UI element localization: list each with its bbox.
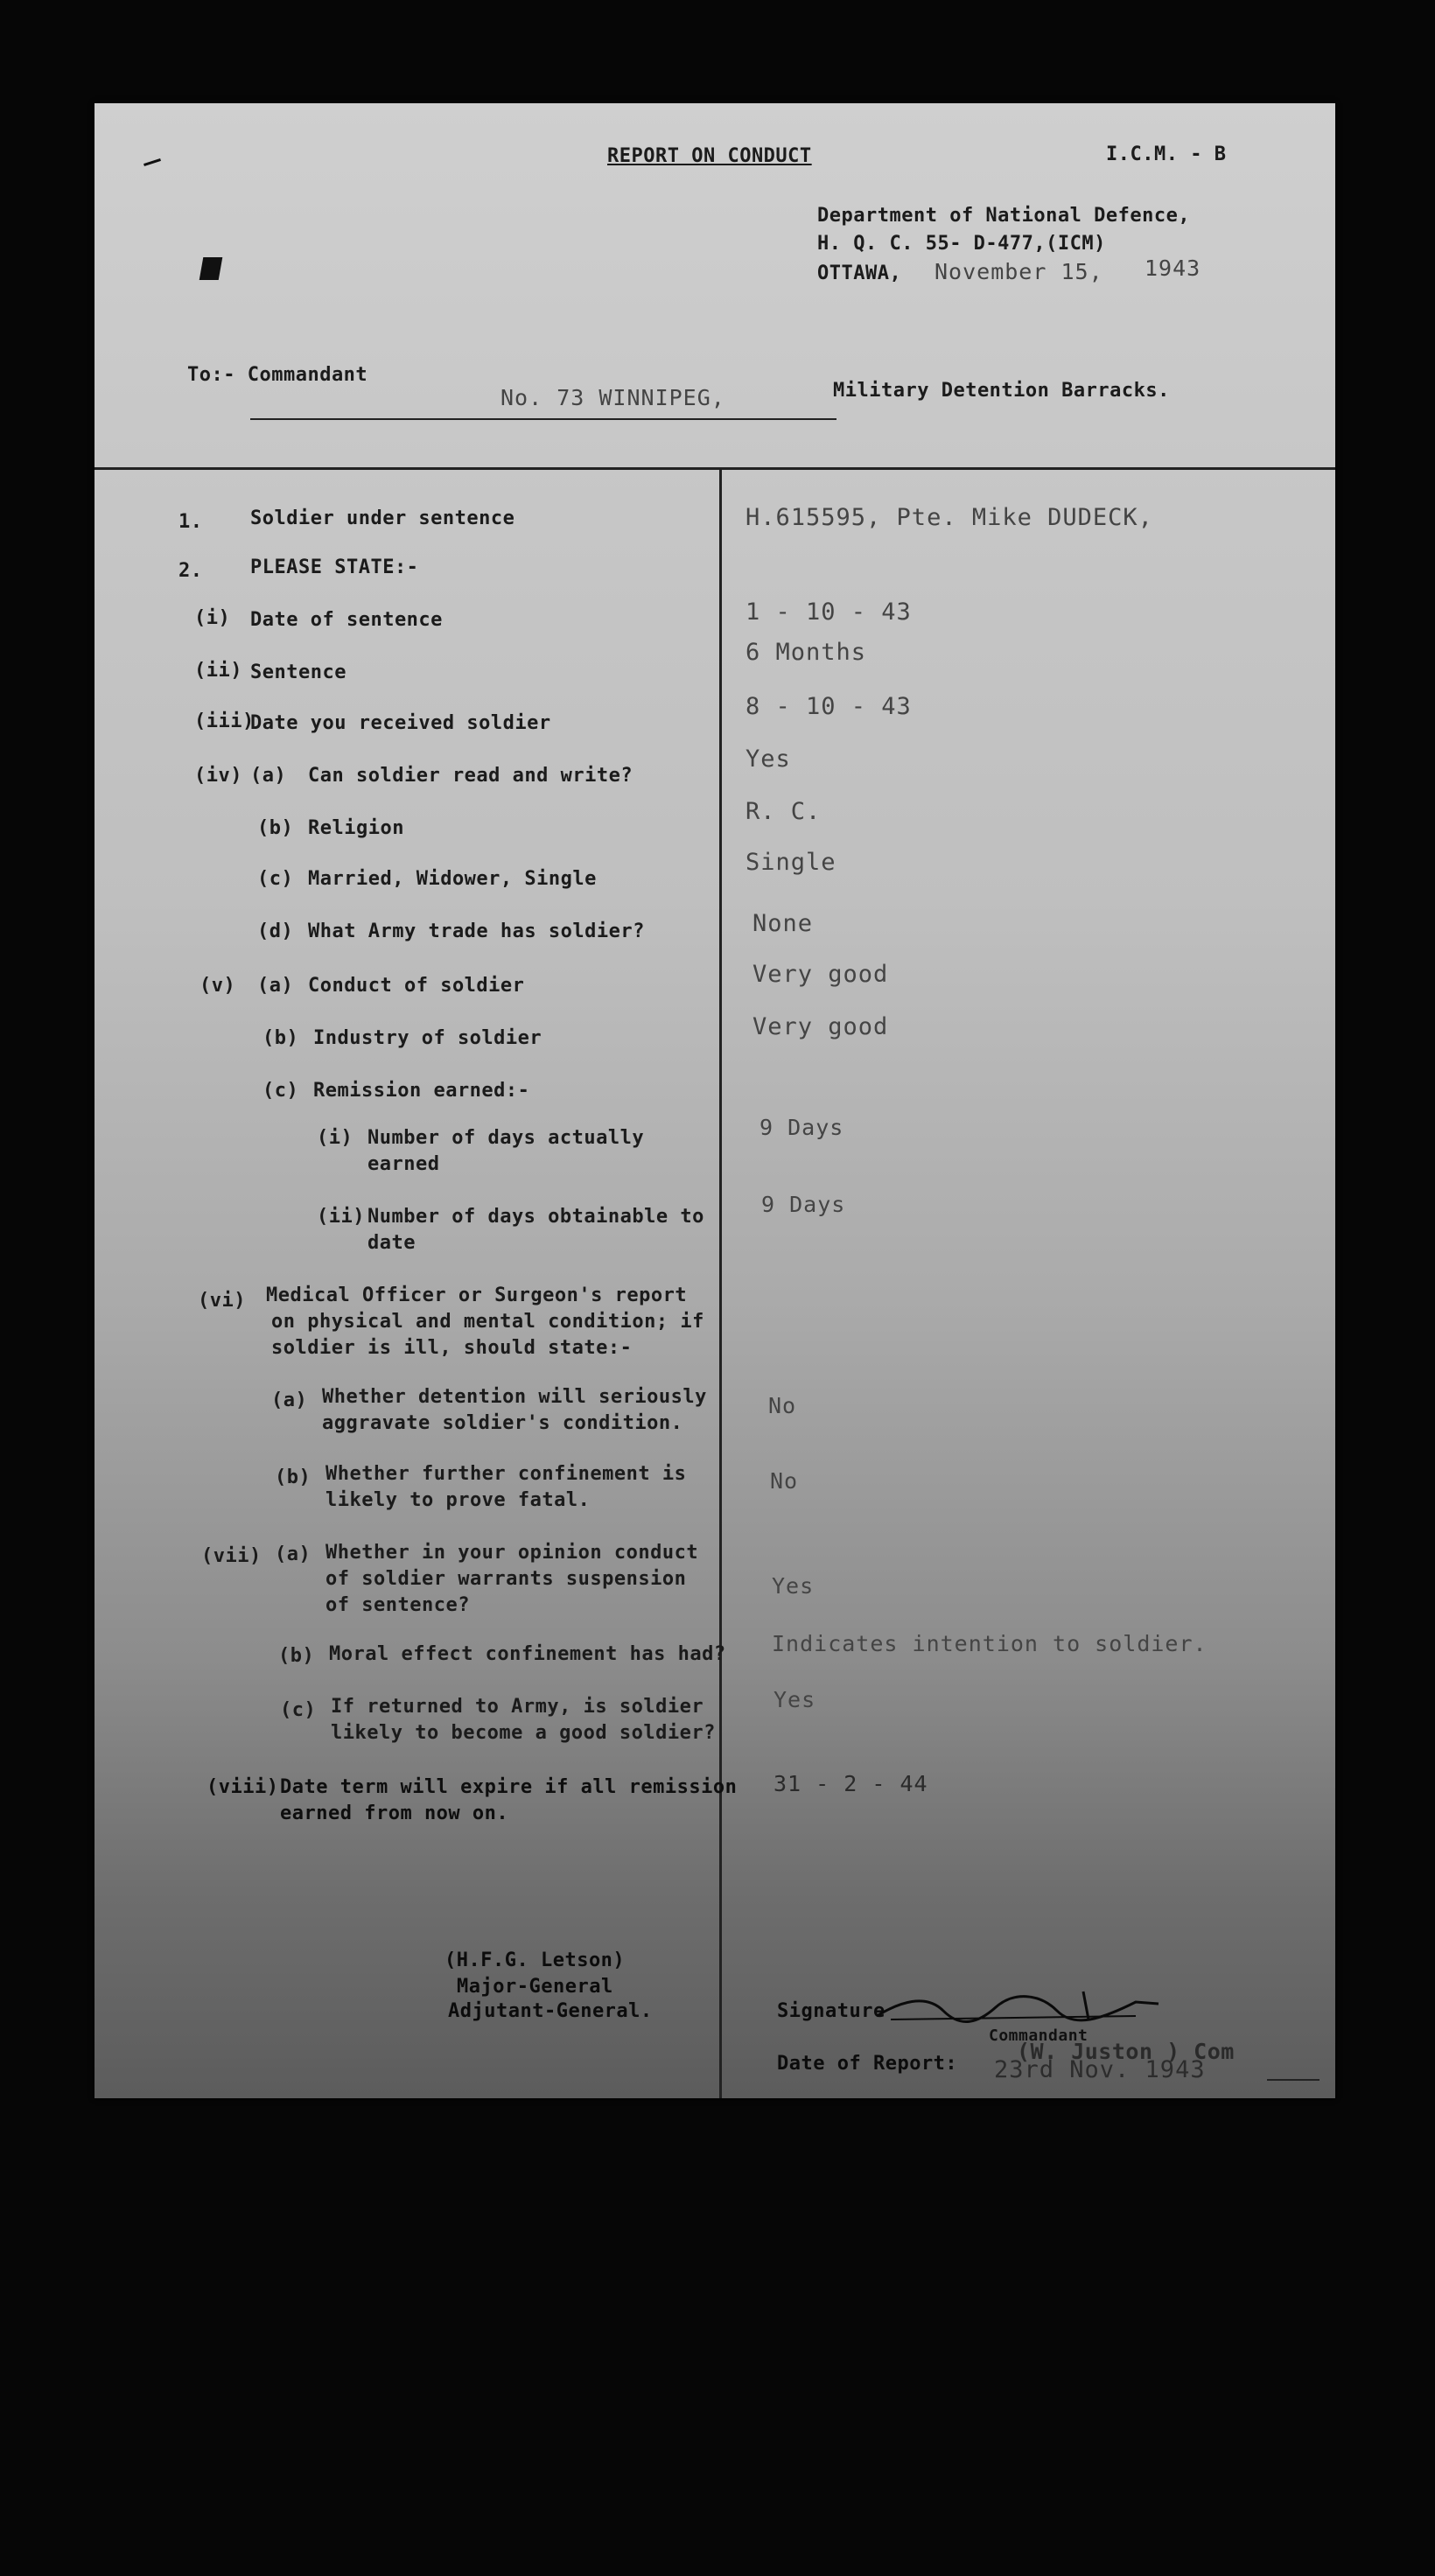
subitem-letter: (a) xyxy=(250,765,287,787)
table-top-border xyxy=(94,467,1335,470)
document-title: REPORT ON CONDUCT xyxy=(607,145,812,167)
item-answer: Yes xyxy=(746,746,791,773)
table-column-divider xyxy=(719,467,722,2098)
item-label: Sentence xyxy=(250,662,346,683)
commandant-role: Commandant xyxy=(989,2026,1088,2045)
item-number: (iv) xyxy=(194,765,242,787)
item-answer: None xyxy=(752,910,814,937)
item-label-continued: earned xyxy=(368,1153,440,1175)
item-answer: 8 - 10 - 43 xyxy=(746,693,912,720)
signer-title: Adjutant-General. xyxy=(448,2000,653,2022)
subitem-roman: (ii) xyxy=(317,1206,365,1228)
subitem-roman: (i) xyxy=(317,1127,354,1149)
item-label: Number of days actually xyxy=(368,1127,645,1149)
subitem-letter: (b) xyxy=(262,1027,299,1049)
item-label: Number of days obtainable to xyxy=(368,1206,704,1228)
item-answer: Yes xyxy=(772,1573,815,1599)
item-label: Industry of soldier xyxy=(313,1027,542,1049)
report-date: 23rd Nov. 1943 xyxy=(994,2056,1206,2083)
signer-rank: Major-General xyxy=(457,1976,613,1998)
item-number: (vii) xyxy=(201,1545,262,1567)
subitem-letter: (b) xyxy=(278,1645,315,1667)
item-answer: Indicates intention to soldier. xyxy=(772,1631,1208,1656)
scan-mark xyxy=(200,257,223,280)
item-label-continued: earned from now on. xyxy=(280,1802,509,1824)
item-label: Whether further confinement is xyxy=(326,1463,687,1485)
item-answer: 9 Days xyxy=(761,1192,846,1217)
item-answer: H.615595, Pte. Mike DUDECK, xyxy=(746,504,1153,531)
barracks-name: Military Detention Barracks. xyxy=(833,380,1170,402)
item-label: PLEASE STATE:- xyxy=(250,556,419,578)
file-reference: H. Q. C. 55- D-477,(ICM) xyxy=(817,233,1106,255)
subitem-letter: (d) xyxy=(257,920,294,942)
commandant-name: (W. Juston ) Com xyxy=(1017,2039,1235,2064)
item-answer: No xyxy=(768,1393,797,1418)
item-label-continued: likely to become a good soldier? xyxy=(331,1722,716,1744)
item-number: (ii) xyxy=(194,660,242,682)
subitem-letter: (c) xyxy=(257,868,294,890)
item-label: Medical Officer or Surgeon's report xyxy=(266,1284,688,1306)
item-label: Can soldier read and write? xyxy=(308,765,634,787)
subitem-letter: (c) xyxy=(280,1699,317,1721)
report-date-label: Date of Report: xyxy=(777,2053,958,2075)
item-answer: 1 - 10 - 43 xyxy=(746,598,912,626)
letter-year: 1943 xyxy=(1144,256,1201,281)
subitem-letter: (b) xyxy=(257,817,294,839)
item-number: (i) xyxy=(194,607,231,629)
item-label: Whether in your opinion conduct xyxy=(326,1542,699,1564)
item-number: 1. xyxy=(178,511,203,533)
barracks-number: No. 73 WINNIPEG, xyxy=(500,385,725,410)
item-label-continued: soldier is ill, should state:- xyxy=(271,1337,633,1359)
signer-name: (H.F.G. Letson) xyxy=(444,1950,626,1971)
item-number: (v) xyxy=(200,975,236,997)
document-page xyxy=(94,103,1335,2098)
item-answer: Very good xyxy=(752,1013,889,1040)
item-answer: No xyxy=(770,1468,799,1494)
form-code: I.C.M. - B xyxy=(1106,144,1227,165)
item-number: (viii) xyxy=(206,1776,279,1798)
item-label: Religion xyxy=(308,817,404,839)
item-answer: Very good xyxy=(752,961,889,988)
item-label: Remission earned:- xyxy=(313,1080,530,1102)
item-number: 2. xyxy=(178,560,203,582)
report-date-underline xyxy=(1267,2079,1320,2081)
item-label-continued: of soldier warrants suspension xyxy=(326,1568,687,1590)
item-label: Moral effect confinement has had? xyxy=(329,1643,726,1665)
to-commandant: To:- Commandant xyxy=(187,364,368,386)
item-label: Conduct of soldier xyxy=(308,975,525,997)
item-label: Soldier under sentence xyxy=(250,508,515,529)
subitem-letter: (a) xyxy=(275,1544,312,1565)
item-label-continued: of sentence? xyxy=(326,1594,470,1616)
item-label-continued: likely to prove fatal. xyxy=(326,1489,591,1511)
scan-mark xyxy=(144,158,161,166)
item-label-continued: aggravate soldier's condition. xyxy=(322,1412,683,1434)
item-answer: 6 Months xyxy=(746,639,867,666)
city: OTTAWA, xyxy=(817,262,902,284)
item-label-continued: date xyxy=(368,1232,416,1254)
item-label: What Army trade has soldier? xyxy=(308,920,645,942)
subitem-letter: (a) xyxy=(257,975,294,997)
item-answer: 31 - 2 - 44 xyxy=(774,1771,928,1796)
subitem-letter: (b) xyxy=(275,1466,312,1488)
item-answer: Single xyxy=(746,849,836,876)
item-number: (vi) xyxy=(198,1290,246,1312)
item-number: (iii) xyxy=(194,710,255,732)
item-label: Married, Widower, Single xyxy=(308,868,597,890)
subitem-letter: (a) xyxy=(271,1390,308,1411)
letter-date: November 15, xyxy=(934,259,1103,284)
item-answer: R. C. xyxy=(746,798,822,825)
item-label: Date of sentence xyxy=(250,609,443,631)
address-underline xyxy=(250,418,836,420)
department-line: Department of National Defence, xyxy=(817,205,1191,227)
item-answer: Yes xyxy=(774,1687,816,1712)
signature-label: Signature xyxy=(777,2000,886,2022)
item-label: Whether detention will seriously xyxy=(322,1386,707,1408)
item-label: Date you received soldier xyxy=(250,712,551,734)
item-answer: 9 Days xyxy=(760,1115,844,1140)
item-label: If returned to Army, is soldier xyxy=(331,1696,704,1718)
subitem-letter: (c) xyxy=(262,1080,299,1102)
item-label: Date term will expire if all remission xyxy=(280,1776,738,1798)
item-label-continued: on physical and mental condition; if xyxy=(271,1311,704,1333)
